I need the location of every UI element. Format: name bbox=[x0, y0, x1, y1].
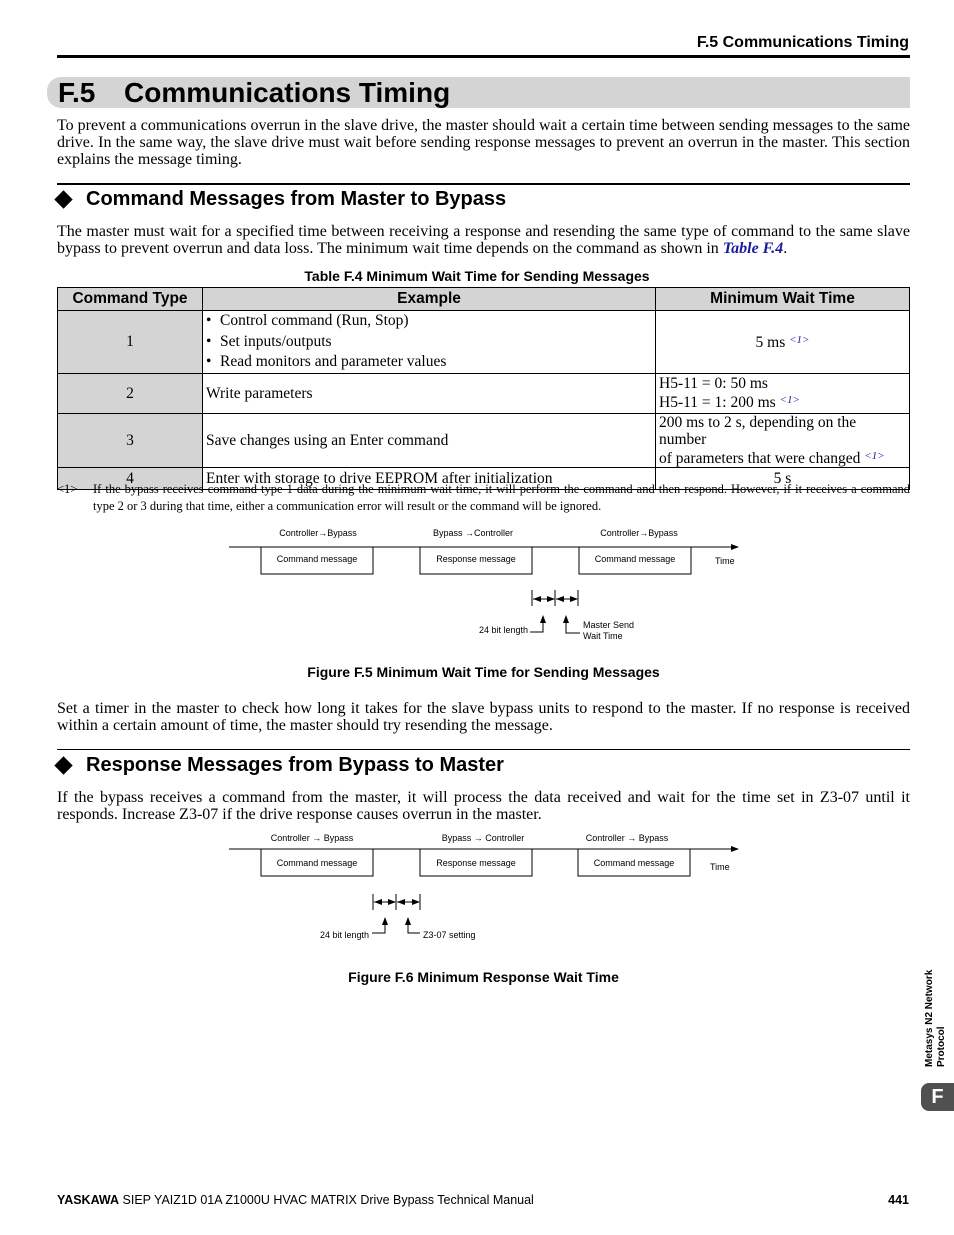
leader-setting bbox=[408, 918, 420, 933]
direction-label: Controller→Bypass bbox=[279, 528, 357, 538]
wait-line: 200 ms to 2 s, depending on the number bbox=[659, 413, 857, 448]
example-cell: Enter with storage to drive EEPROM after initialization bbox=[203, 467, 656, 489]
direction-label: Controller → Bypass bbox=[585, 833, 669, 843]
wait-time-cell bbox=[656, 413, 910, 467]
section1-title: Command Messages from Master to Bypass bbox=[86, 188, 507, 210]
time-label: Time bbox=[715, 556, 735, 566]
box-label: Command message bbox=[593, 858, 675, 868]
footer-brand: YASKAWA bbox=[57, 1193, 120, 1207]
box-label: Response message bbox=[436, 554, 516, 564]
side-tab-label bbox=[919, 950, 949, 1068]
example-cell bbox=[203, 311, 656, 374]
section1-paragraph bbox=[57, 223, 910, 257]
wait-time-cell bbox=[656, 373, 910, 413]
page-number: 441 bbox=[888, 1193, 909, 1207]
wait-line: of parameters that were changed bbox=[659, 449, 861, 467]
section2-diamond-icon bbox=[54, 756, 72, 774]
header-example: Example bbox=[203, 288, 656, 311]
bit-length-label: 24 bit length bbox=[319, 930, 369, 940]
header-minimum-wait-time: Minimum Wait Time bbox=[656, 288, 910, 311]
table-row bbox=[58, 311, 910, 374]
section1-diamond-icon bbox=[54, 190, 72, 208]
page-title: Communications Timing bbox=[124, 77, 451, 108]
leader-wait-time bbox=[566, 616, 580, 633]
direction-label: Controller→Bypass bbox=[600, 528, 678, 538]
wait-time-table bbox=[57, 287, 910, 490]
box-label: Command message bbox=[594, 554, 676, 564]
header-command-type: Command Type bbox=[58, 288, 203, 311]
footnote-text: If the bypass receives command type 1 data during the minimum wait time, it will perform the command and then respond. However, if it receives a command type 2 or 3 during that time, either a communication error will result or the command will be ignored. bbox=[93, 482, 910, 513]
section2-rule bbox=[57, 749, 910, 750]
footer-manual-title: SIEP YAIZ1D 01A Z1000U HVAC MATRIX Drive Bypass Technical Manual bbox=[119, 1193, 534, 1207]
wait-time-label: Master Send bbox=[583, 620, 635, 630]
footnote-ref-link[interactable]: <1> bbox=[789, 334, 810, 347]
command-type-cell: 1 bbox=[58, 311, 203, 374]
footer-manual bbox=[57, 1193, 534, 1207]
intro-paragraph: To prevent a communications overrun in the slave drive, the master should wait a certain time between sending messages to the same drive. In the same way, the slave drive must wait before sending response messages to prevent an overrun in the master. This section explains the message timing. bbox=[57, 117, 910, 168]
example-item: • Control command (Run, Stop) bbox=[206, 311, 652, 332]
wait-value: 5 ms bbox=[755, 334, 786, 352]
example-cell: Save changes using an Enter command bbox=[203, 413, 656, 467]
box-label: Response message bbox=[436, 858, 516, 868]
table-row bbox=[58, 373, 910, 413]
example-cell: Write parameters bbox=[203, 373, 656, 413]
wait-line: H5-11 = 0: 50 ms bbox=[659, 375, 768, 392]
section1-text-b: . bbox=[783, 240, 788, 257]
wait-time-label: Wait Time bbox=[583, 631, 623, 641]
running-header: F.5 Communications Timing bbox=[696, 34, 909, 51]
section1-text-a: The master must wait for a specified time between receiving a response and resending the same type of command to the same slave bypass to prevent overrun and data loss. The minimum wait time depends on the command as shown in bbox=[57, 223, 910, 257]
command-type-cell: 4 bbox=[58, 467, 203, 489]
example-item: • Read monitors and parameter values bbox=[206, 352, 652, 373]
command-type-cell: 3 bbox=[58, 413, 203, 467]
section2-title: Response Messages from Bypass to Master bbox=[86, 754, 504, 776]
wait-time-cell bbox=[656, 311, 910, 374]
section1-rule bbox=[57, 183, 910, 185]
timer-paragraph: Set a timer in the master to check how long it takes for the slave bypass units to respond to the master. If no response is received within a certain amount of time, the master should try resending the message. bbox=[57, 700, 910, 734]
section2-paragraph: If the bypass receives a command from the master, it will process the data received and wait for the time set in Z3-07 until it responds. Increase Z3-07 if the drive response causes overrun in the master. bbox=[57, 789, 910, 823]
table-caption: Table F.4 Minimum Wait Time for Sending Messages bbox=[304, 268, 650, 284]
section-number: F.5 bbox=[58, 77, 96, 108]
command-type-cell: 2 bbox=[58, 373, 203, 413]
wait-line: H5-11 = 1: 200 ms bbox=[659, 394, 776, 411]
leader-bit-length bbox=[372, 918, 385, 933]
side-tab-line2: Protocol bbox=[936, 1026, 947, 1067]
bit-length-label: 24 bit length bbox=[478, 625, 528, 635]
figure-f5-caption: Figure F.5 Minimum Wait Time for Sending Messages bbox=[307, 664, 660, 680]
figure-f6-caption: Figure F.6 Minimum Response Wait Time bbox=[348, 969, 619, 985]
direction-label: Bypass →Controller bbox=[432, 528, 514, 538]
side-tab-line1: Metasys N2 Network bbox=[924, 969, 935, 1067]
direction-label: Controller → Bypass bbox=[270, 833, 354, 843]
header-rule bbox=[57, 55, 910, 58]
footnote-ref-link[interactable]: <1> bbox=[864, 449, 885, 462]
table-reference-link[interactable]: Table F.4 bbox=[722, 240, 784, 257]
box-label: Command message bbox=[276, 858, 358, 868]
wait-time-cell: 5 s bbox=[656, 467, 910, 489]
figure-f5-timing-diagram bbox=[0, 520, 954, 645]
example-item: • Set inputs/outputs bbox=[206, 332, 652, 353]
chapter-tab[interactable]: F bbox=[921, 1083, 954, 1111]
box-label: Command message bbox=[276, 554, 358, 564]
footnote-mark: <1> bbox=[57, 482, 78, 496]
direction-label: Bypass → Controller bbox=[441, 833, 525, 843]
leader-bit-length bbox=[530, 616, 543, 632]
table-row bbox=[58, 413, 910, 467]
time-label: Time bbox=[710, 862, 730, 872]
footnote-ref-link[interactable]: <1> bbox=[779, 394, 800, 406]
setting-label: Z3-07 setting bbox=[423, 930, 476, 940]
figure-f6-timing-diagram bbox=[0, 825, 954, 950]
